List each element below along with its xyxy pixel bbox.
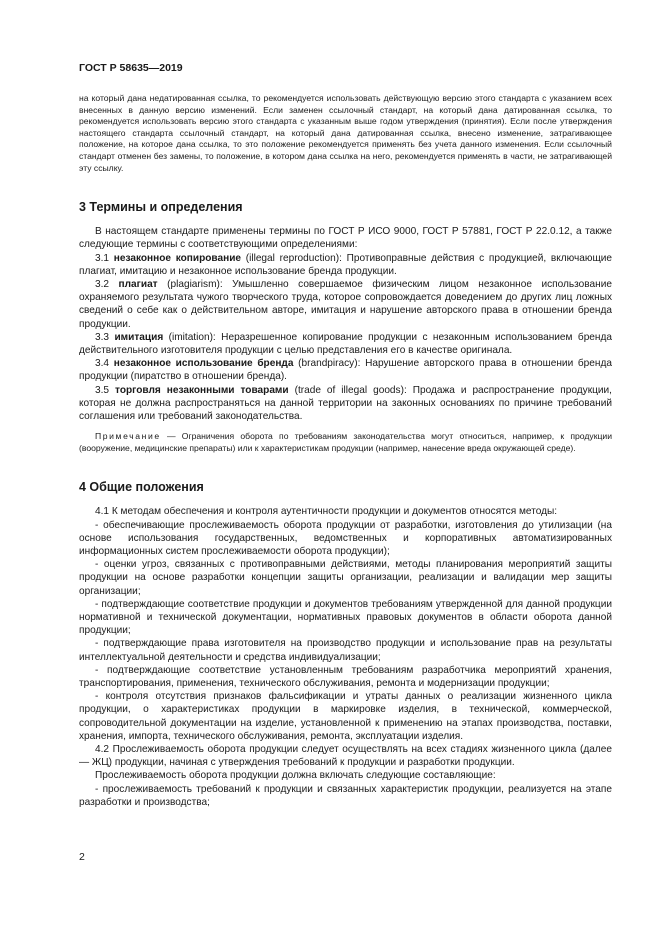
term-name: плагиат: [118, 278, 158, 290]
intro-text: на который дана недатированная ссылка, то рекомендуется использовать действующую версию этого стандарта с указанием всех внесенных в данную версию изменений. Если заменен ссылочный стандарт, на который дана датированная ссылка, то рекомендуется использовать версию этого стандарта с указанным выше годом утверждения (принятия). Если после утверждения настоящего стандарта ссылочный стандарт, на который дана датированная ссылка, внесено изменение, затрагивающее положение, на которое дана ссылка, то это положение рекомендуется применять без учета данного изменения. Если ссылочный стандарт отменен без замены, то положение, в котором дана ссылка на него, рекомендуется применять в части, не затрагивающей эту ссылку.: [79, 93, 612, 173]
term-name: торговля незаконными товарами: [115, 384, 289, 396]
section-4-paragraph: - обеспечивающие прослеживаемость оборота продукции от разработки, изготовления до утилизации (на основе использования государственных, ведомственных и корпоративных автоматизированных информационных систем прослеживаемости оборота продукции);: [79, 519, 612, 557]
page-number: 2: [79, 851, 85, 863]
term-number: 3.5: [95, 384, 116, 396]
section-4-paragraph: - прослеживаемость требований к продукции и связанных характеристик продукции, реализуется на этапе разработки и производства;: [79, 783, 612, 808]
section-4-paragraph: 4.2 Прослеживаемость оборота продукции следует осуществлять на всех стадиях жизненного цикла (далее — ЖЦ) продукции, начиная с утверждения требований к продукции и разработки продукции.: [79, 744, 612, 769]
section-3-note: [79, 431, 612, 454]
section-4-paragraph: - подтверждающие соответствие продукции и документов требованиям утвержденной для данной продукции нормативной и технической документации, нормативных правовых документов в области оборота данной продукции;: [79, 598, 612, 637]
term-name: незаконное использование бренда: [113, 358, 294, 370]
note-label: Примечание: [95, 431, 161, 442]
intro-paragraph: [79, 93, 612, 174]
section-3-heading: 3 Термины и определения: [79, 200, 243, 215]
page-content: [79, 93, 612, 809]
section-3-lead: В настоящем стандарте применены термины по ГОСТ Р ИСО 9000, ГОСТ Р 57881, ГОСТ Р 22.0.12, а также следующие термины с соответствующими определениями:: [79, 226, 612, 251]
term-3-3: [79, 331, 612, 357]
section-4-body: [79, 505, 612, 809]
term-definition: (trade of illegal goods): Продажа и распространение продукции, которая не должна распространяться на данной территории на законных основаниях по причине требований соглашения или требований законодательства.: [79, 384, 612, 422]
term-name: имитация: [114, 331, 164, 343]
section-3-body: [79, 225, 612, 423]
section-4-heading: 4 Общие положения: [79, 480, 204, 495]
section-4-paragraph: - контроля отсутствия признаков фальсификации и утраты данных о реализации жизненного цикла продукции, о характеристиках продукции в маркировке изделия, в технической, коммерческой, сопроводительной документации на изделие, установленной к применению на этапах производства, поставки, хранения, импорта, технического обслуживания, ремонта, эксплуатации изделия.: [79, 691, 612, 742]
note-text: [79, 431, 612, 454]
term-name: незаконное копирование: [113, 252, 242, 264]
term-number: 3.2: [95, 278, 119, 290]
section-4-paragraph: - подтверждающие права изготовителя на производство продукции и использование прав на результаты интеллектуальной деятельности и средства индивидуализации;: [79, 638, 612, 663]
term-3-4: [79, 357, 612, 383]
term-definition: (illegal reproduction): Противоправные действия с продукцией, включающие плагиат, имитацию и незаконное использование бренда продукции.: [79, 252, 613, 277]
section-4-paragraph: - подтверждающие соответствие установленным требованиям разработчика мероприятий хранения, транспортирования, применения, технического обслуживания, ремонта и модернизации продукции;: [79, 664, 612, 690]
term-definition: (brandpiracy): Нарушение авторского права в отношении бренда продукции (пиратство в отношении бренда).: [79, 358, 612, 383]
term-3-1: [79, 252, 612, 278]
term-number: 3.1: [95, 252, 114, 264]
term-definition: (plagiarism): Умышленно совершаемое физическим лицом незаконное использование охраняемого результата чужого творческого труда, которое сопровождается доведением до других лиц ложных сведений о себе как о действительном авторе, имитация и нарушение авторского права в отношении бренда продукции.: [79, 278, 612, 330]
term-number: 3.4: [95, 358, 114, 370]
document-header: ГОСТ Р 58635—2019: [79, 62, 183, 74]
note-body: — Ограничения оборота по требованиям законодательства могут относиться, например, к продукции (вооружение, медицинские препараты) или к характеристикам продукции (например, нанесение вреда окружающей среде).: [79, 431, 612, 453]
term-3-5: [79, 384, 612, 424]
term-number: 3.3: [95, 331, 115, 343]
term-definition: (imitation): Неразрешенное копирование продукции с незаконным использованием бренда действительного изготовителя продукции с целью представления его в качестве оригинала.: [79, 331, 613, 356]
section-4-paragraph: 4.1 К методам обеспечения и контроля аутентичности продукции и документов относятся методы:: [95, 506, 558, 518]
section-4-paragraph: - оценки угроз, связанных с противоправными действиями, методы планирования мероприятий защиты продукции на основе разработки концепции защиты организации, реализации и валидации мер защиты организации;: [79, 559, 612, 597]
term-3-2: [79, 278, 612, 331]
section-4-paragraph: Прослеживаемость оборота продукции должна включать следующие составляющие:: [95, 770, 496, 782]
